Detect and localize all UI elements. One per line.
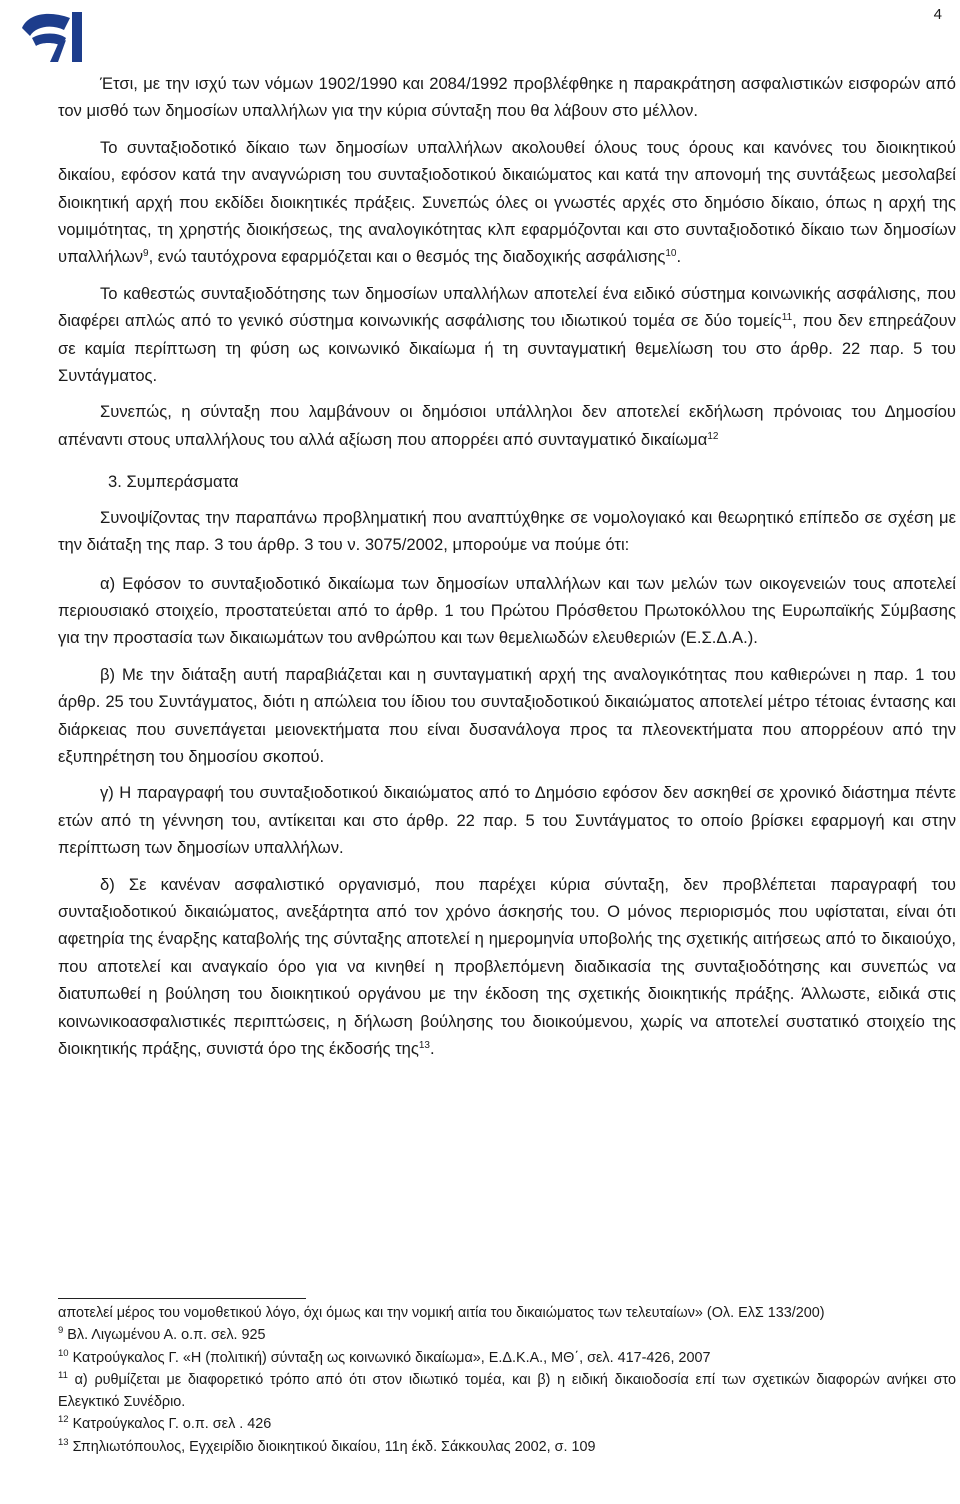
paragraph: Το συνταξιοδοτικό δίκαιο των δημοσίων υπαλλήλων ακολουθεί όλους τους όρους και κανόνες του διοικητικού δικαίου, εφόσον κατά την αναγνώριση του συνταξιοδοτικού δικαιώματος και κατά την απονομή της συντάξεως μεσολαβεί διοικητική αρχή που εκδίδει διοικητικές πράξεις. Συνεπώς όλες οι γνωστές αρχές στο δημόσιο δίκαιο, όπως η αρχή της νομιμότητας, τη χρηστής διοικήσεως, της αναλογικότητας κλπ εφαρμόζονται και στο συνταξιοδοτικό δίκαιο των δημοσίων υπαλλήλων$^9$, ενώ ταυτόχρονα εφαρμόζεται και ο θεσμός της διαδοχικής ασφάλισης$^{10}$. (58, 137, 956, 267)
footnote-separator (58, 1298, 306, 1299)
list-item: α) Εφόσον το συνταξιοδοτικό δικαίωμα των δημοσίων υπαλλήλων και των μελών των οικογενειών τους αποτελεί περιουσιακό στοιχείο, προστατεύεται από το άρθρ. 1 του Πρώτου Πρόσθετου Πρωτοκόλλου της Ευρωπαϊκής Σύμβασης για την προστασία των δικαιωμάτων του ανθρώπου και των θεμελιωδών ελευθεριών (Ε.Σ.Δ.Α.). (58, 573, 956, 648)
list-item: δ) Σε κανέναν ασφαλιστικό οργανισμό, που παρέχει κύρια σύνταξη, δεν προβλέπεται παραγραφή του συνταξιοδοτικού δικαιώματος, ανεξάρτητα από τον χρόνο άσκησής του. Ο μόνος περιορισμός που υφίσταται, είναι ότι αφετηρία της έναρξης καταβολής της σύνταξης αποτελεί η ημερομηνία υποβολής της σχετικής αιτήσεως από το δικαιούχο, που αποτελεί και αναγκαίο όρο για να κινηθεί η προβλεπόμενη διαδικασία της συνταξιοδότησης και συνεπώς να διατυπωθεί η βούληση του διοικητικού οργάνου με την έκδοση της σχετικής διοικητικής πράξης. Άλλωστε, ειδικά στις κοινωνικοασφαλιστικές περιπτώσεις, η δήλωση βούλησης του διοικούμενου, χωρίς να αποτελεί συστατικό στοιχείο της διοικητικής πράξης, συνιστά όρο της έκδοσής της$^{13}$. (58, 874, 956, 1058)
footnote: $^{13}$ Σπηλιωτόπουλος, Εγχειρίδιο διοικητικού δικαίου, 11η έκδ. Σάκκουλας 2002, σ. 109 (58, 1436, 596, 1455)
footnote-continued: αποτελεί μέρος του νομοθετικού λόγο, όχι όμως και την νομική αιτία του δικαιώματος των τελευταίων» (Ολ. ΕλΣ 133/200) (58, 1305, 825, 1321)
footnote-ref[interactable]: 11 (781, 312, 793, 324)
footnote: $^{10}$ Κατρούγκαλος Γ. «Η (πολιτική) σύνταξη ως κοινωνικό δικαίωμα», Ε.Δ.Κ.Α., ΜΘ΄, σελ. 417-426, 2007 (58, 1347, 711, 1366)
footnote: $^{11}$ α) ρυθμίζεται με διαφορετικό τρόπο από ότι στον ιδιωτικό τομέα, και β) η ειδική δικαιοδοσία επί των σχετικών διαφορών ανήκει στο Ελεγκτικό Συνέδριο. (58, 1369, 956, 1411)
footnote-ref[interactable]: 13 (418, 1040, 430, 1051)
footnote-ref[interactable]: 10 (665, 248, 677, 260)
page-number: 4 (933, 6, 942, 23)
footnote-ref[interactable]: 9 (143, 248, 149, 260)
footnotes (58, 1302, 956, 1458)
paragraph: Το καθεστώς συνταξιοδότησης των δημοσίων υπαλλήλων αποτελεί ένα ειδικό σύστημα κοινωνικής ασφάλισης, που διαφέρει απλώς από το γενικό σύστημα κοινωνικής ασφάλισης του ιδιωτικού τομέα σε δύο τομείς$^{11}$, που δεν επηρεάζουν σε καμία περίπτωση τη φύση ως κοινωνικό δικαίωμα ή τη συνταγματική θεμελίωση του στο άρθρ. 22 παρ. 5 του Συντάγματος. (58, 283, 956, 386)
list-item: γ) Η παραγραφή του συνταξιοδοτικού δικαιώματος από το Δημόσιο εφόσον δεν ασκηθεί σε χρονικό διάστημα πέντε ετών από τη γέννηση του, αντίκειται και στο άρθρ. 22 παρ. 5 του Συντάγματος το οποίο βρίσκει εφαρμογή και στην περίπτωση των δημοσίων υπαλλήλων. (58, 783, 956, 858)
footnote: $^9$ Βλ. Λιγωμένου Α. ο.π. σελ. 925 (58, 1325, 266, 1344)
section-heading: 3. Συμπεράσματα (108, 472, 239, 492)
paragraph: Συνοψίζοντας την παραπάνω προβληματική που αναπτύχθηκε σε νομολογιακό και θεωρητικό επίπεδο σε σχέση με την διάταξη της παρ. 3 του άρθρ. 3 του ν. 3075/2002, μπορούμε να πούμε ότι: (58, 507, 956, 555)
list-item: β) Με την διάταξη αυτή παραβιάζεται και η συνταγματική αρχή της αναλογικότητας που καθιερώνει η παρ. 1 του άρθρ. 25 του Συντάγματος, διότι η απώλεια του ίδιου του συνταξιοδοτικού δικαιώματος αποτελεί μέτρο τέτοιας έντασης και διάρκειας που συνεπάγεται μειονεκτήματα που είναι δυσανάλογα προς τα πλεονεκτήματα που απορρέουν από την εξυπηρέτηση του δημοσίου σκοπού. (58, 664, 956, 766)
footnote: $^{12}$ Κατρούγκαλος Γ. ο.π. σελ . 426 (58, 1414, 272, 1433)
paragraph: Έτσι, με την ισχύ των νόμων 1902/1990 και 2084/1992 προβλέφθηκε η παρακράτηση ασφαλιστικών εισφορών από τον μισθό των δημοσίων υπαλλήλων για την κύρια σύνταξη που θα λάβουν στο μέλλον. (58, 74, 956, 121)
footnote-ref[interactable]: 12 (707, 430, 719, 442)
paragraph: Συνεπώς, η σύνταξη που λαμβάνουν οι δημόσιοι υπάλληλοι δεν αποτελεί εκδήλωση πρόνοιας του Δημοσίου απέναντι στους υπαλλήλους του αλλά αξίωση που απορρέει από συνταγματικό δικαίωμα$^{12}$ (58, 402, 956, 449)
publisher-logo-icon (18, 6, 90, 64)
document-body (58, 70, 956, 1071)
